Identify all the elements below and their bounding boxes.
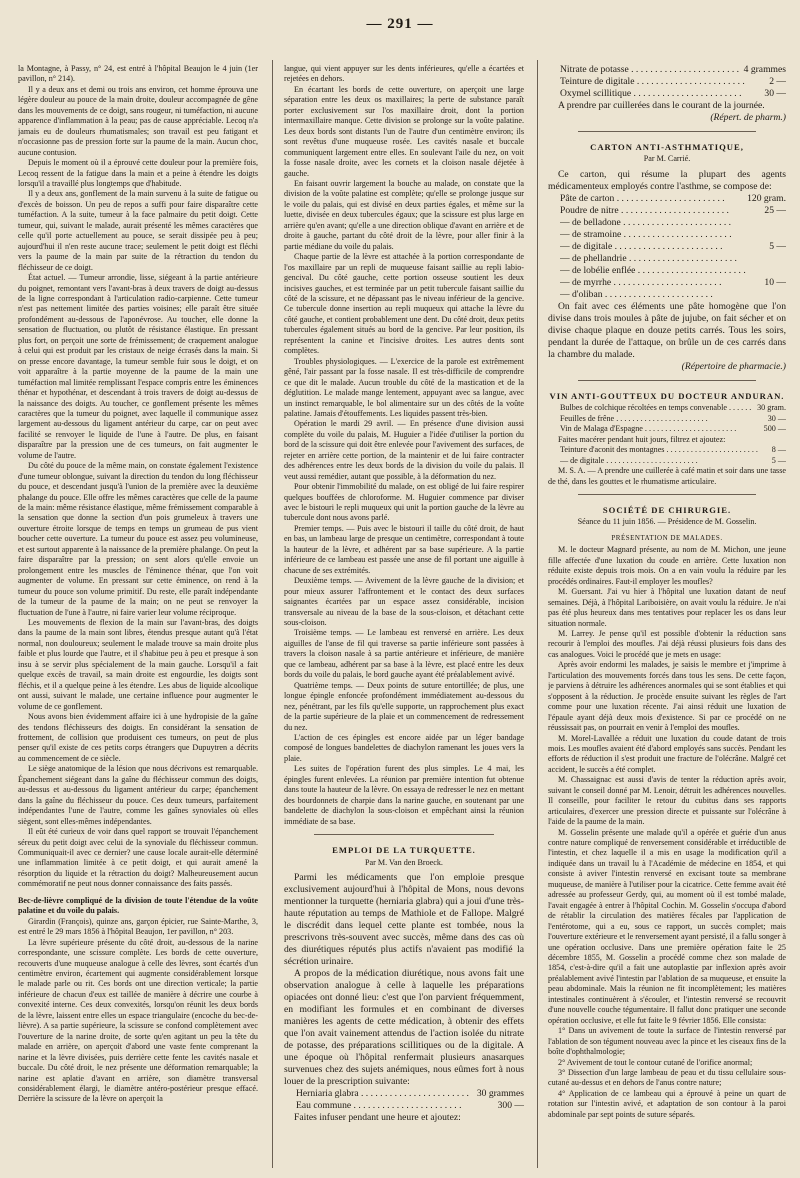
paragraph: Deuxième temps. — Avivement de la lèvre gauche de la division; et pour mieux assurer l'affrontement et le contact des deux surfaces saignantes écartées par un espace assez considérable, incision transversale au niveau de la base de la sous-cloison, et détachant cette sous-cloison. — [284, 576, 524, 628]
column-rule — [537, 60, 538, 1168]
paragraph: Pour obtenir l'immobilité du malade, on est obligé de lui faire respirer quelques bouffées de chloroforme. M. Huguier commence par diviser avec le bistouri le repli muqueux qui unit la portion gauche de la lèvre au tubercule dont nous avons parlé. — [284, 482, 524, 523]
prescription-line: — de myrrhe . . . 10 — — [548, 277, 786, 289]
paragraph: La lèvre supérieure présente du côté droit, au-dessous de la narine correspondante, une scissure complète. Les bords de cette ouverture, recouverts d'une muqueuse analogue à celle des lèvres, sont écartés d'un centimètre environ, écartement qui augmente considérablement lorsque le malade parle ou rit. Ces bords ont une direction verticale; la partie inférieure de chacun d'eux est taillée de manière à décrire une courbe à convexité interne. Ces deux convexités, lorsqu'on réunit les deux bords de la lèvre, laissent entre elles un espace triangulaire (encoche du bec-de-lièvre). A sa partie supérieure, la scissure se confond complètement avec l'ouverture de la narine droite, de sorte qu'en agitant un peu la tête du malade en arrière, on aperçoit d'abord une vaste fente comprenant la narine et la lèvre divisées, puis derrière cette fente les cavités nasale et buccale. Du côté droit, le nez présente une déformation remarquable; la narine est aplatie d'avant en arrière, son diamètre transversal considérablement élargi, le diamètre antéro-postérieur presque effacé. Derrière la scissure de la lèvre on aperçoit la — [18, 937, 258, 1104]
paragraph: M. Gosselin présente une malade qu'il a opérée et guérie d'un anus contre nature compliqué de renversement considérable et irréductible de l'intestin, et chez laquelle il a mis en usage la modification qu'il a indiquée dans un travail lu à l'Académie de médecine en 1854, et qui consiste à aviver l'intestin renversé en excisant toute sa membrane muqueuse, de manière à l'utiliser pour la cicatrice. Cette femme avait été adressée au professeur Gerdy, qui, au moment où il est tombé malade, l'avait engagée à entrer à l'hôpital Cochin. M. Gosselin s'occupa d'abord de rétablir la circulation des matières fécales par l'application de l'entérotome, qui a eu, sous ce rapport, un succès complet; mais l'ouverture extérieure et le renversement ayant persisté, il a fallu songer à une opération occlusive. Dans une première opération faite le 25 décembre 1855, M. Gosselin a procédé comme chez son malade de 1854, c'est-à-dire qu'il a fait une autoplastie par inflexion après avoir préalablement avivé l'intestin par l'ablation de sa muqueuse, et ensuite la peau abdominale. Mais la réunion ne fit incomplètement; les matières intestinales continuèrent à s'écouler, et l'intestin renversé se recouvrit d'une nouvelle couche tégumentaire. Il fallut donc pratiquer une seconde opération occlusive, et elle fut faite le 9 février 1856. Elle consista: — [548, 827, 786, 1025]
prescription-line: Eau commune . . . 300 — — [284, 1100, 524, 1112]
paragraph: En faisant ouvrir largement la bouche au malade, on constate que la division de la voûte palatine est complète; qu'elle se prolonge jusque sur le voile du palais, qui est divisé en deux parties égales, et même sur la luette, divisée en deux tubercules égaux; que la scissure est plus large en arrière qu'en avant; qu'elle a une direction oblique d'avant en arrière et de droite à gauche, partant du côté droit de la lèvre, pour aller finir à la partie médiane du voile du palais. — [284, 178, 524, 251]
subheading: PRÉSENTATION DE MALADES. — [611, 533, 723, 542]
prescription-line: Nitrate de potasse . . . 4 grammes — [548, 64, 786, 76]
prescription — [548, 64, 786, 100]
prescription-line: Herniaria glabra . . . 30 grammes — [284, 1088, 524, 1100]
page-number: — 291 — — [366, 16, 434, 32]
section-divider — [578, 494, 756, 495]
paragraph: Opération le mardi 29 avril. — En présence d'une division aussi complète du voile du palais, M. Huguier a l'idée d'utiliser la portion du bord de la scissure qui doit être enlevée pour l'avivement des surfaces, de rejeter en arrière cette portion, de la maintenir et de lui faire contracter des adhérences entre les deux bords de la division du voile du palais. Il veut aussi remédier, autant que possible, à la déformation du nez. — [284, 419, 524, 481]
paragraph: Le siège anatomique de la lésion que nous décrivons est remarquable. Épanchement siégeant dans la gaîne du fléchisseur commun des doigts, au-dessus et au-dessous du ligament antérieur du carpe; épanchement dans la gaîne du fléchisseur du pouce. Ces deux tumeurs, parfaitement indépendantes l'une de l'autre, comme les gaînes synoviales où elles siègent, sont elles-mêmes indépendantes. — [18, 764, 258, 826]
paragraph: Du côté du pouce de la même main, on constate également l'existence d'une tumeur oblongue, suivant la direction du tendon du long fléchisseur du pouce, et descendant jusqu'à l'union de la première avec la deuxième phalange du pouce. Elle offre les mêmes caractères que celle de la paume de la main: même résistance élastique, même frémissement comparable à la sensation que donne la section d'un pois grumeleux à travers une ouverture étroite lorsque de temps en temps un grumeau de pus vient boucher cette ouverture. La tumeur du pouce est assez peu volumineuse, et est surtout apparente à la naissance de la première phalange. On peut la faire disparaître par la pression; on sent alors qu'elle envoie un prolongement entre les muscles de l'éminence thénar, que l'on voit augmenter de volume. En pressant sur cette éminence, on rend à la tumeur du pouce son volume primitif. Du reste, elle paraît indépendante de la tumeur de la paume de la main; on ne peut se renvoyer la fluctuation de l'une à l'autre, ni faire varier leur volume réciproque. — [18, 461, 258, 617]
paragraph: A prendre par cuillerées dans le courant de la journée. — [558, 100, 765, 111]
paragraph: Faites macérer pendant huit jours, filtrez et ajoutez: — [558, 434, 726, 444]
prescription-line: Oxymel scillitique . . . 30 — — [548, 88, 786, 100]
prescription-line: — de belladone . . . — [548, 217, 786, 229]
article-title: CARTON ANTI-ASTHMATIQUE, — [590, 142, 744, 152]
section-divider — [314, 834, 494, 835]
paragraph: Après avoir endormi les malades, je saisis le membre et j'imprime à l'articulation des mouvements forcés dans tous les sens. De cette façon, je parviens à détruire les adhérences anormales qui se sont établies et qui s'opposent à la réduction. Je procède ensuite suivant les règles de l'art comme pour une luxation récente. J'ai ainsi réduit une luxation de l'épaule ayant déjà deux mois d'existence. Si par ce procédé on ne réussissait pas, on pourrait en venir à l'emploi des moufles. — [548, 660, 786, 733]
paragraph: M. Larrey. Je pense qu'il est possible d'obtenir la réduction sans recourir à l'emploi des moufles. J'ai déjà réussi plusieurs fois dans des cas analogues. Voici le procédé que je mets en usage: — [548, 628, 786, 659]
paragraph: 1° Dans un avivement de toute la surface de l'intestin renversé par l'ablation de son tégument nouveau avec la pince et les ciseaux fins de la boîte d'ophthalmologie; — [548, 1026, 786, 1057]
paragraph: 2° Avivement de tout le contour cutané de l'orifice anormal; — [558, 1057, 753, 1067]
prescription-line: Feuilles de frêne . . . 30 — — [548, 414, 786, 424]
article-title: EMPLOI DE LA TURQUETTE. — [332, 845, 476, 856]
prescription — [548, 445, 786, 466]
paragraph: M. S. A. — A prendre une cuillerée à café matin et soir dans une tasse de thé, dans les gouttes et le rhumatisme articulaire. — [548, 466, 786, 486]
paragraph: Depuis le moment où il a éprouvé cette douleur pour la première fois, Lecoq ressent de la fatigue dans la main et a peine à étendre les doigts lorsqu'il a travaillé plus longtemps que d'habitude. — [18, 158, 258, 188]
prescription-line: Vin de Malaga d'Espagne . . . 500 — — [548, 424, 786, 434]
session-line: Séance du 11 juin 1856. — Présidence de M. Gosselin. — [577, 517, 757, 527]
article-byline: Par M. Carrié. — [643, 154, 691, 164]
paragraph: M. le docteur Magnard présente, au nom de M. Michon, une jeune fille affectée d'une luxation du coude en arrière. Cette luxation non réduite existe depuis trois mois. On a en vain voulu la réduire par les procédés ordinaires. Faut-il employer les moufles? — [548, 545, 786, 586]
paragraph: A propos de la médication diurétique, nous avons fait une observation analogue à celle à laquelle les préparations opiacées ont donné lieu: c'est que l'on parvient fréquemment, en modifiant les formules et en combinant de diverses manières les agents de cette médication, à obtenir des effets que l'on avait vainement attendus de l'action isolée du nitrate de potasse, des préparations scillitiques ou de la digitale. A une époque où l'hôpital renfermait plusieurs anasarques survenues chez des sujets anémiques, nous eûmes fort à nous louer de la prescription suivante: — [284, 967, 524, 1087]
column-2 — [284, 64, 524, 1164]
paragraph: Parmi les médicaments que l'on emploie presque exclusivement aujourd'hui à l'hôpital de Mons, nous devons mentionner la turquette (herniaria glabra) qui a joui d'une très-haute réputation au temps de Mathiole et de Fallope. Malgré le discrédit dans lequel cette plante est tombée, nous la prescrivons très-souvent avec succès, même dans des cas où des diurétiques réputés plus actifs n'avaient pas modifié la sécrétion urinaire. — [284, 871, 524, 967]
paragraph: Ce carton, qui résume la plupart des agents médicamenteux employés contre l'asthme, se compose de: — [548, 168, 786, 192]
paragraph: Quatrième temps. — Deux points de suture entortillée; de plus, une longue épingle enfoncée profondément immédiatement au-dessous du nez, pénétrant, par les fils qu'elle supporte, un rapprochement plus exact de la partie supérieure de la plaie et un commencement de redressement du nez. — [284, 680, 524, 732]
prescription-line: Pâte de carton . . . 120 gram. — [548, 193, 786, 205]
section-divider — [578, 131, 756, 132]
paragraph: Troubles physiologiques. — L'exercice de la parole est extrêmement gêné, l'air passant par la fosse nasale. Il est très-difficile de comprendre ce que dit le malade. Aucun trouble du côté de la mastication et de la déglutition. Le malade mange lentement, appuyant avec sa langue, avec un instinct remarquable, le bol alimentaire sur un des côtés de la voûte palatine. Jamais d'étouffements. Les liquides passent très-bien. — [284, 356, 524, 418]
paragraph: 3° Dissection d'un large lambeau de peau et du tissu cellulaire sous-cutané au-dessus et en dehors de l'anus contre nature; — [548, 1068, 786, 1088]
paragraph: M. Morel-Lavallée a réduit une luxation du coude datant de trois mois. Les moufles avaient été d'abord employés sans succès. Pendant les efforts de réduction il s'est produit une fracture de l'olécrâne. Malgré cet accident, le succès a été complet. — [548, 733, 786, 774]
paragraph: On fait avec ces éléments une pâte homogène que l'on divise dans trois moules à pâte de jujube, on fait sécher et on divise chaque plaque en douze petits carrés. Tous les soirs, pendant la durée de l'attaque, on brûle un de ces carrés dans la chambre du malade. — [548, 300, 786, 360]
paragraph: Les mouvements de flexion de la main sur l'avant-bras, des doigts dans la paume de la main sont libres, étendus presque autant qu'à l'état normal, non douloureux; seulement le malade trouve sa main droite plus faible et plus lourde que l'autre, et il s'habitue peu à peu et presque à son insu à se servir plus spécialement de la main gauche. Lorsqu'il a fait quelque excès de travail, sa main droite est engourdie, les doigts sont fléchis, et il a quelque peine à les étendre. Les abus de liquide alcoolique ont aussi, suivant le malade, une certaine influence pour augmenter le volume de ce gonflement. — [18, 618, 258, 711]
paragraph: langue, qui vient appuyer sur les dents inférieures, qu'elle a écartées et rejetées en dehors. — [284, 64, 524, 84]
article-byline: Par M. Van den Broeck. — [365, 857, 443, 867]
prescription-line: — de lobélie enflée . . . — [548, 265, 786, 277]
paragraph: Il y a deux ans, gonflement de la main survenu à la suite de fatigue ou d'excès de boisson. Un peu de repos a suffi pour faire disparaître cette tuméfaction. A la suite, tumeur à la face palmaire du petit doigt. Cette tumeur, qui, suivant le malade, aurait présenté les mêmes caractères que celle qu'il porte actuellement au pouce, se serait dissipée peu à peu; aujourd'hui il n'en reste aucune trace; seulement le petit doigt est fléchi vers la paume de la main par suite de la rétraction du tendon du fléchisseur de ce doigt. — [18, 189, 258, 272]
column-rule — [272, 60, 273, 1168]
prescription — [284, 1088, 524, 1112]
paragraph: L'action de ces épingles est encore aidée par un léger bandage composé de longues bandelettes de diachylon ramenant les joues vers la plaie. — [284, 733, 524, 763]
prescription — [548, 403, 786, 434]
paragraph: M. Chassaignac est aussi d'avis de tenter la réduction après avoir, suivant le conseil donné par M. Lenoir, détruit les adhérences nouvelles. Il conseille, pour faciliter le retour du cubitus dans ses rapports articulaires, d'exercer une pression directe et puissante sur l'olécrâne à l'aide de la paume de la main. — [548, 775, 786, 827]
column-1 — [18, 64, 258, 1164]
paragraph: Il eût été curieux de voir dans quel rapport se trouvait l'épanchement séreux du petit doigt avec celui de la synoviale du fléchisseur commun. Communiquait-il avec ce dernier? une cause locale aurait-elle déterminé une inflammation limitée à ce petit doigt, et qui aurait amené la résorption du liquide et la rétraction du doigt? Malheureusement aucun commémoratif ne peut nous donner connaissance des faits passés. — [18, 827, 258, 889]
prescription-line: Teinture de digitale . . . 2 — — [548, 76, 786, 88]
paragraph: État actuel. — Tumeur arrondie, lisse, siégeant à la partie antérieure du poignet, remontant vers l'avant-bras à deux travers de doigt au-dessus de la ligne correspondant à l'articulation radio-carpienne. Cette tumeur n'est pas nettement limitée des parties voisines; elle paraît être située profondément au-dessous de l'aponévrose. Au toucher, elle donne la sensation de fluctuation, ou plutôt de résistance élastique. En pressant plus fort, on perçoit une sorte de frémissement; de craquement analogue à celui qui est produit par les cristaux de neige écrasés dans la main. Si on presse encore davantage, la tumeur semble fuir sous le doigt, et on voit apparaître à la partie moyenne de la paume de la main une tuméfaction mal limitée remplissant l'espace compris entre les éminences thénar et hypothénar, et descendant à trois travers de doigt au-dessus de la naissance des doigts. Au toucher, ce gonflement présente les mêmes caractères que la tumeur du poignet, avec laquelle il communique assez largement au-dessous du ligament antérieur du carpe, car on peut avec facilité se renvoyer le liquide de l'une à l'autre. De plus, en faisant disparaître par la pression une de ces tumeurs, on fait augmenter le volume de l'autre. — [18, 273, 258, 460]
prescription-line: — d'oliban . . . — [548, 289, 786, 301]
prescription-line: Bulbes de colchique récoltées en temps convenable . . . 30 gram. — [548, 403, 786, 413]
paragraph: Il y a deux ans et demi ou trois ans environ, cet homme éprouva une légère douleur au pouce de la main droite, douleur accompagnée de gêne dans les mouvements de ce doigt, sans rougeur, ni tuméfaction, ni aucune apparence d'inflammation à la peau; pas de cause appréciable. Lecoq n'a jamais eu de douleurs rhumatismales; son travail est peu fatigant et n'occasionne pas de pression forte sur la paume de la main. Aucun choc, aucune contusion. — [18, 84, 258, 157]
source-reference: (Répertoire de pharmacie.) — [681, 360, 786, 372]
prescription-line: — de stramoine . . . — [548, 229, 786, 241]
paragraph: Girardin (François), quinze ans, garçon épicier, rue Sainte-Marthe, 3, est entré le 29 mars 1856 à l'hôpital Beaujon, 1er pavillon, n° 203. — [18, 916, 258, 937]
paragraph: M. Guersant. J'ai vu hier à l'hôpital une luxation datant de neuf semaines. Déjà, à l'hôpital Lariboisière, on avait voulu la réduire. Je n'ai pas été plus heureux dans mes tentatives pour replacer les os dans leur situation normale. — [548, 587, 786, 628]
paragraph: Faites infuser pendant une heure et ajoutez: — [294, 1111, 461, 1123]
paragraph: Troisième temps. — Le lambeau est renversé en arrière. Les deux aiguilles de l'anse de fil qui traverse sa partie inférieure sont passées à travers la cloison nasale à sa partie antérieure et inférieure, de manière que ce lambeau, adhérent par sa base à la lèvre, est placé entre les deux bords du voile du palais, le bord gauche ayant été préalablement avivé. — [284, 628, 524, 680]
paragraph: Nous avons bien évidemment affaire ici à une hydropisie de la gaîne des tendons fléchisseurs des doigts. En considérant la sensation de frottement, de collision que produisent ces tumeurs, on peut de plus penser qu'il existe de ces petits corps étrangers que Dupuytren a décrits au commencement de ce siècle. — [18, 712, 258, 763]
paragraph: En écartant les bords de cette ouverture, on aperçoit une large séparation entre les deux os maxillaires; la perte de substance paraît porter exclusivement sur l'os maxillaire droit, dont la portion intermaxillaire manque. Cette division se prolonge sur la voûte palatine. Les deux bords sont distants l'un de l'autre d'un centimètre environ; ils sont revêtus d'une muqueuse rosée. Les cavités nasale et buccale communiquent largement entre elles. En soulevant l'aile du nez, on voit la fosse nasale droite, avec les cornets et la cloison nasale déjetée à gauche. — [284, 84, 524, 178]
prescription-line: — de phellandrie . . . — [548, 253, 786, 265]
source-reference: (Répert. de pharm.) — [710, 112, 786, 123]
paragraph: la Montagne, à Passy, n° 24, est entré à l'hôpital Beaujon le 4 juin (1er pavillon, n° 214). — [18, 64, 258, 84]
paragraph: Les suites de l'opération furent des plus simples. Le 4 mai, les épingles furent enlevées. La réunion par première intention fut obtenue dans toute la hauteur de la lèvre. On essaya de redresser le nez en mettant des bourdonnets de charpie dans la narine gauche, en soutenant par une bandelette de diachylon la sous-cloison et empêchant ainsi la réunion immédiate de sa base. — [284, 764, 524, 826]
prescription — [548, 193, 786, 301]
article-title: VIN ANTI-GOUTTEUX DU DOCTEUR ANDURAN. — [549, 390, 785, 401]
prescription-line: — de digitale . . . 5 — — [548, 456, 786, 466]
prescription-line: Teinture d'aconit des montagnes . . . 8 — — [548, 445, 786, 455]
paragraph: 4° Application de ce lambeau qui a éprouvé à peine un quart de rotation sur l'intestin avivé, et adaptation de son contour à la paroi abdominale par sept points de suture séparés. — [548, 1088, 786, 1119]
case-heading: Bec-de-lièvre compliqué de la division de toute l'étendue de la voûte palatine et du voile du palais. — [18, 895, 258, 916]
paragraph: Chaque partie de la lèvre est attachée à la portion correspondante de l'os maxillaire par un repli de muqueuse faisant saillie au repli labio-gencival. Du côté gauche, cette portion osseuse soutient les deux incisives gauches, et est terminée par un petit tubercule faisant saillie du côté de la scissure, et ne dépassant pas le niveau inférieur de la gencive. Ce tubercule donne insertion au repli muqueux qui attache la lèvre du côté gauche, et contient probablement une dent. Du côté droit, deux petits tubercules également situés au bord de la gencive. Par leur position, ils représentent la canine et l'incisive droites. Les autres dents sont complètes. — [284, 252, 524, 356]
column-3 — [548, 64, 786, 1164]
prescription-line: — de digitale . . . 5 — — [548, 241, 786, 253]
prescription-line: Poudre de nitre . . . 25 — — [548, 205, 786, 217]
section-divider — [578, 380, 756, 381]
section-title: SOCIÉTÉ DE CHIRURGIE. — [602, 504, 732, 515]
paragraph: Premier temps. — Puis avec le bistouri il taille du côté droit, de haut en bas, un lambeau large de presque un centimètre, correspondant à toute la hauteur de la lèvre, et adhérent par sa base supérieure. A la partie inférieure de ce lambeau est passée une anse de fil portant une aiguille à chacune de ses extrémités. — [284, 523, 524, 575]
